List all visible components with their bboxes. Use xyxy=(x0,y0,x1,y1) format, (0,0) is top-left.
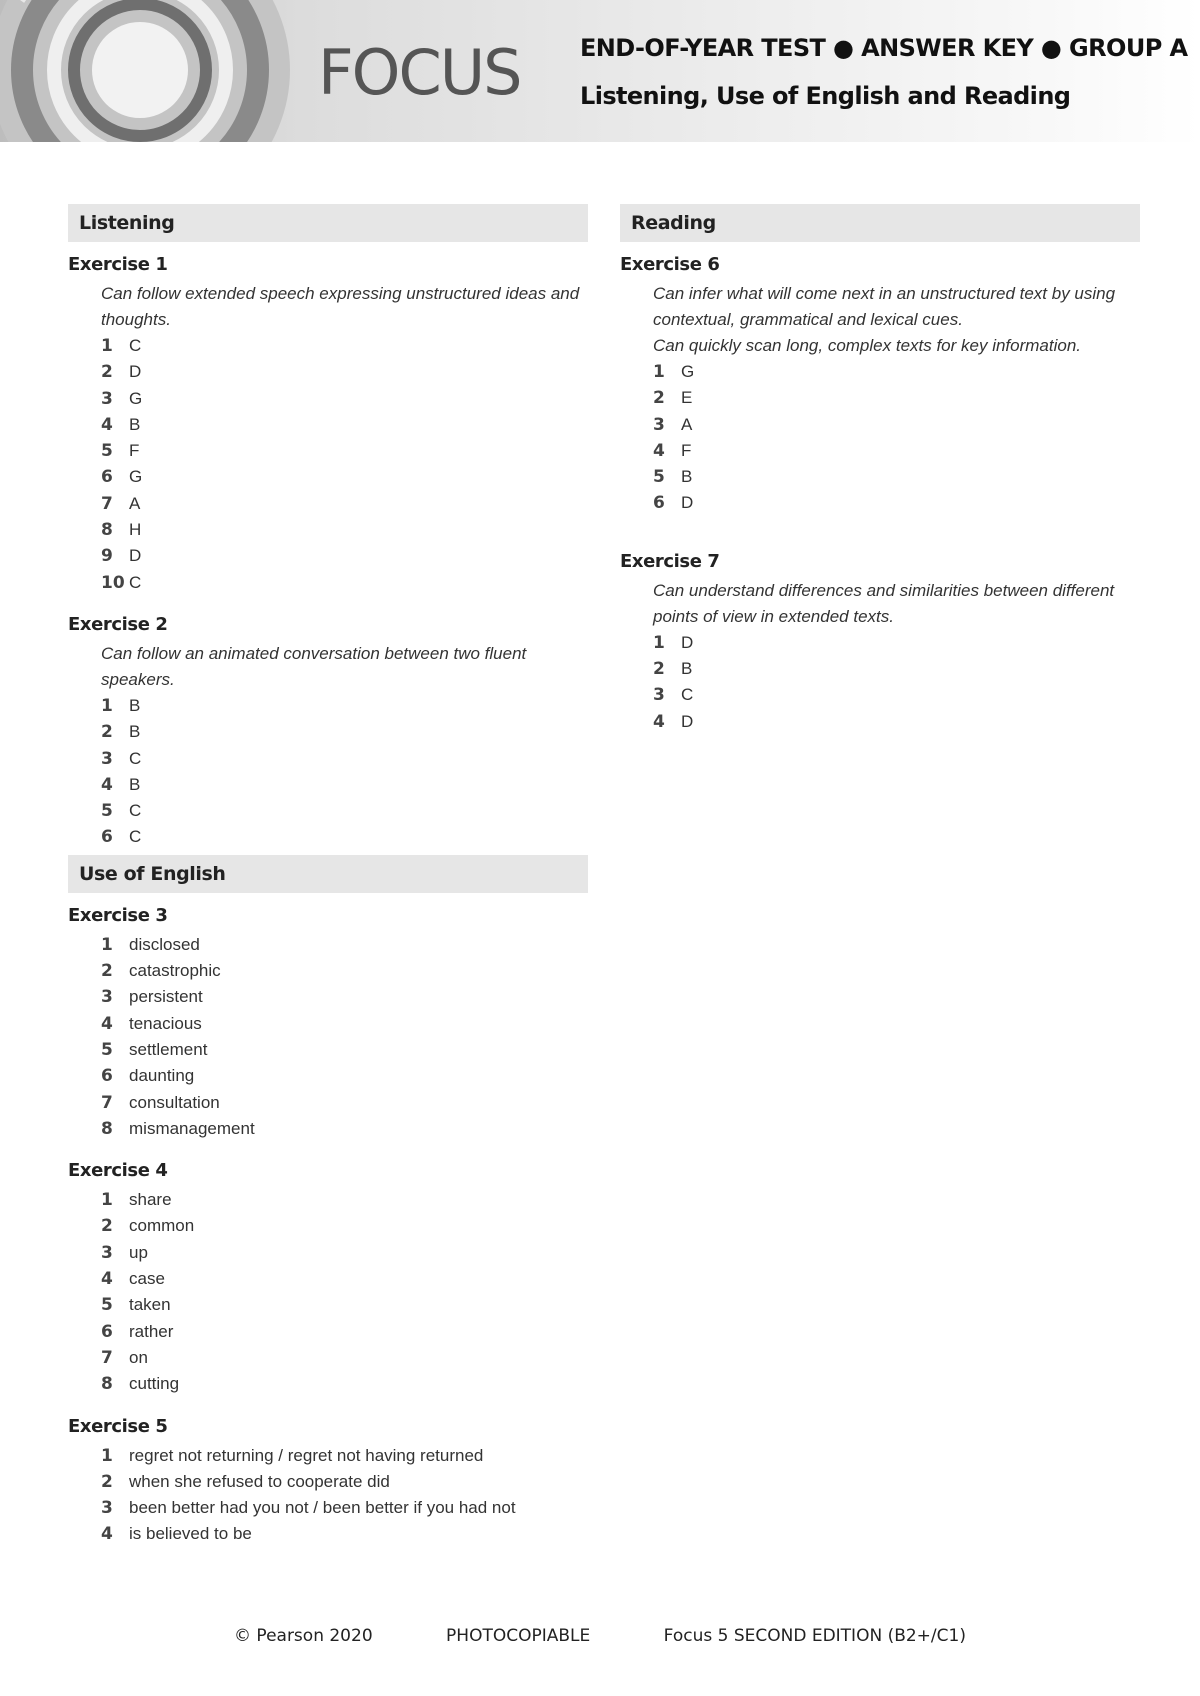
answer-text: B xyxy=(681,659,693,679)
answer-text: catastrophic xyxy=(129,961,221,981)
answer-text: C xyxy=(129,801,142,821)
item-number: 2 xyxy=(101,722,113,743)
item-number: 9 xyxy=(101,546,113,567)
answer-item xyxy=(101,359,588,385)
answer-text: H xyxy=(129,520,142,540)
section-heading-use-of-english: Use of English xyxy=(68,855,588,893)
header-banner xyxy=(0,0,1200,142)
answer-text: consultation xyxy=(129,1092,220,1112)
answer-text: C xyxy=(681,685,694,705)
item-number: 4 xyxy=(101,1269,113,1290)
exercise-title: Exercise 1 xyxy=(68,254,168,275)
answer-text: B xyxy=(129,695,141,715)
answer-item xyxy=(653,412,1140,438)
answer-text: D xyxy=(129,362,142,382)
answer-text: C xyxy=(129,572,142,592)
item-number: 6 xyxy=(101,1321,113,1342)
answer-text: F xyxy=(129,441,140,461)
answer-text: C xyxy=(129,336,142,355)
answer-text: been better had you not / been better if you had not xyxy=(129,1498,516,1518)
footer-copyright: © Pearson 2020 xyxy=(234,1626,373,1646)
answer-list xyxy=(620,359,1140,517)
answer-item xyxy=(101,517,588,543)
section-heading-reading: Reading xyxy=(620,204,1140,242)
answer-text: daunting xyxy=(129,1066,195,1086)
swirl-logo-graphic xyxy=(0,0,320,142)
item-number: 5 xyxy=(101,441,113,462)
answer-item xyxy=(101,543,588,569)
exercise-description: Can follow extended speech expressing unstructured ideas and thoughts. xyxy=(101,284,580,329)
item-number: 4 xyxy=(101,1013,113,1034)
item-number: 1 xyxy=(101,1445,113,1466)
item-number: 3 xyxy=(101,388,113,409)
answer-item xyxy=(101,1063,588,1089)
answer-item xyxy=(101,464,588,490)
section-heading-listening: Listening xyxy=(68,204,588,242)
answer-text: D xyxy=(681,632,694,652)
answer-text: on xyxy=(129,1347,148,1367)
answer-list xyxy=(68,693,588,851)
answer-item xyxy=(653,709,1140,735)
answer-list xyxy=(68,932,588,1142)
right-column xyxy=(620,204,1140,735)
answer-text: F xyxy=(681,440,692,460)
item-number: 3 xyxy=(653,685,665,706)
answer-item xyxy=(101,1345,588,1371)
answer-item xyxy=(653,682,1140,708)
item-number: 7 xyxy=(101,493,113,514)
item-number: 3 xyxy=(101,1242,113,1263)
answer-item xyxy=(653,385,1140,411)
answer-item xyxy=(101,1037,588,1063)
answer-text: B xyxy=(681,467,693,487)
answer-text: case xyxy=(129,1269,165,1289)
answer-item xyxy=(101,1240,588,1266)
answer-list xyxy=(68,1443,588,1548)
answer-text: B xyxy=(129,774,141,794)
page-footer xyxy=(0,1626,1200,1646)
answer-item xyxy=(101,491,588,517)
answer-text: B xyxy=(129,414,141,434)
answer-item xyxy=(101,1292,588,1318)
left-column xyxy=(68,204,588,1548)
answer-text: tenacious xyxy=(129,1013,202,1033)
answer-text: regret not returning / regret not having returned xyxy=(129,1445,484,1465)
answer-item xyxy=(101,1495,588,1521)
item-number: 3 xyxy=(101,1498,113,1519)
answer-item xyxy=(653,438,1140,464)
answer-text: G xyxy=(129,388,143,408)
answer-item xyxy=(101,1521,588,1547)
answer-item xyxy=(101,1116,588,1142)
answer-text: E xyxy=(681,388,693,408)
item-number: 1 xyxy=(101,336,113,356)
item-number: 1 xyxy=(653,632,665,653)
answer-text: C xyxy=(129,748,142,768)
answer-text: when she refused to cooperate did xyxy=(129,1471,390,1491)
item-number: 3 xyxy=(101,987,113,1008)
answer-item xyxy=(101,1213,588,1239)
exercise-description: Can infer what will come next in an unstructured text by using contextual, grammatical and lexical cues. xyxy=(653,284,1116,329)
answer-item xyxy=(101,333,588,359)
answer-item xyxy=(101,1011,588,1037)
item-number: 8 xyxy=(101,1374,113,1395)
answer-text: share xyxy=(129,1190,172,1210)
answer-text: B xyxy=(129,722,141,742)
item-number: 4 xyxy=(101,414,113,435)
exercise-title: Exercise 7 xyxy=(620,550,720,572)
answer-item xyxy=(101,1319,588,1345)
item-number: 4 xyxy=(101,1524,113,1545)
answer-text: D xyxy=(129,546,142,566)
answer-list xyxy=(68,1187,588,1397)
answer-item xyxy=(101,570,588,596)
item-number: 2 xyxy=(653,388,665,409)
answer-item xyxy=(101,958,588,984)
item-number: 5 xyxy=(101,1295,113,1316)
item-number: 5 xyxy=(653,467,665,488)
footer-photocopiable: PHOTOCOPIABLE xyxy=(446,1626,591,1646)
item-number: 2 xyxy=(101,961,113,982)
item-number: 1 xyxy=(101,695,113,716)
answer-item xyxy=(101,693,588,719)
item-number: 2 xyxy=(101,1216,113,1237)
footer-edition: Focus 5 SECOND EDITION (B2+/C1) xyxy=(663,1626,966,1646)
answer-text: D xyxy=(681,493,694,513)
answer-text: disclosed xyxy=(129,934,200,954)
answer-item xyxy=(101,824,588,850)
answer-item xyxy=(101,1090,588,1116)
answer-item xyxy=(101,412,588,438)
exercise-title: Exercise 5 xyxy=(68,1415,168,1437)
answer-text: common xyxy=(129,1216,195,1236)
answer-item xyxy=(101,798,588,824)
answer-item xyxy=(101,719,588,745)
answer-item xyxy=(653,359,1140,385)
answer-list xyxy=(68,333,588,596)
exercise-title: Exercise 4 xyxy=(68,1160,168,1182)
item-number: 7 xyxy=(101,1347,113,1368)
exercise-title: Exercise 2 xyxy=(68,613,168,635)
answer-text: settlement xyxy=(129,1039,208,1059)
item-number: 6 xyxy=(653,493,665,514)
item-number: 2 xyxy=(101,362,113,383)
item-number: 6 xyxy=(101,827,113,848)
item-number: 8 xyxy=(101,1118,113,1139)
answer-item xyxy=(101,386,588,412)
answer-text: mismanagement xyxy=(129,1118,255,1138)
answer-text: rather xyxy=(129,1321,174,1341)
answer-item xyxy=(653,490,1140,516)
answer-text: A xyxy=(681,414,693,434)
answer-text: C xyxy=(129,827,142,847)
exercise-title: Exercise 3 xyxy=(68,904,168,926)
item-number: 1 xyxy=(101,934,113,955)
answer-item xyxy=(101,932,588,958)
exercise-description: Can follow an animated conversation between two fluent speakers. xyxy=(101,643,527,689)
exercise-description: Can quickly scan long, complex texts for key information. xyxy=(653,336,1082,355)
answer-item xyxy=(101,438,588,464)
item-number: 10 xyxy=(101,572,125,593)
item-number: 8 xyxy=(101,520,113,541)
answer-item xyxy=(101,1443,588,1469)
item-number: 3 xyxy=(101,748,113,769)
answer-list xyxy=(620,630,1140,735)
item-number: 5 xyxy=(101,801,113,822)
answer-item xyxy=(101,1371,588,1397)
exercise-description: Can understand differences and similarities between different points of view in extended texts. xyxy=(653,580,1115,626)
item-number: 2 xyxy=(101,1471,113,1492)
answer-item xyxy=(101,772,588,798)
answer-item xyxy=(101,1266,588,1292)
item-number: 4 xyxy=(653,440,665,461)
item-number: 5 xyxy=(101,1039,113,1060)
answer-text: is believed to be xyxy=(129,1524,252,1544)
answer-text: D xyxy=(681,711,694,731)
answer-item xyxy=(101,984,588,1010)
item-number: 1 xyxy=(101,1190,113,1211)
document-subtitle: Listening, Use of English and Reading xyxy=(580,82,1071,110)
answer-text: persistent xyxy=(129,987,203,1007)
answer-item xyxy=(101,746,588,772)
answer-text: cutting xyxy=(129,1374,180,1394)
document-title: END-OF-YEAR TEST ● ANSWER KEY ● GROUP A xyxy=(580,34,1188,62)
answer-text: G xyxy=(681,362,695,381)
answer-item xyxy=(653,630,1140,656)
answer-item xyxy=(101,1469,588,1495)
answer-text: A xyxy=(129,493,141,513)
answer-text: up xyxy=(129,1242,148,1262)
answer-text: G xyxy=(129,467,143,487)
answer-item xyxy=(101,1187,588,1213)
item-number: 6 xyxy=(101,467,113,488)
item-number: 1 xyxy=(653,362,665,382)
brand-wordmark: FOCUS xyxy=(318,36,521,109)
item-number: 3 xyxy=(653,414,665,435)
item-number: 4 xyxy=(653,711,665,732)
answer-item xyxy=(653,464,1140,490)
answer-text: taken xyxy=(129,1295,171,1315)
item-number: 4 xyxy=(101,774,113,795)
exercise-title: Exercise 6 xyxy=(620,254,720,275)
answer-item xyxy=(653,656,1140,682)
item-number: 2 xyxy=(653,659,665,680)
item-number: 6 xyxy=(101,1066,113,1087)
item-number: 7 xyxy=(101,1092,113,1113)
